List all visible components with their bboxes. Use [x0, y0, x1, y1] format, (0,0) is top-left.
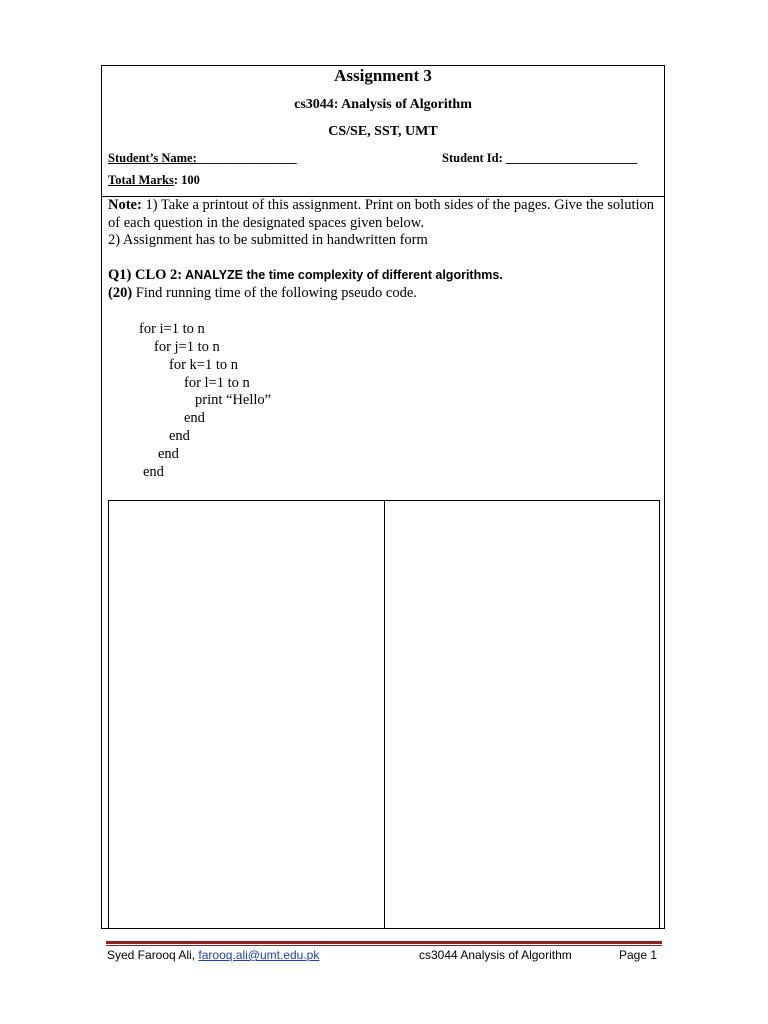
code-line: for k=1 to n — [169, 357, 238, 373]
footer-course: cs3044 Analysis of Algorithm — [419, 948, 572, 962]
footer-author — [107, 948, 319, 962]
footer-page-number: Page 1 — [619, 948, 658, 962]
footer-email-link[interactable]: farooq.ali@umt.edu.pk — [198, 948, 320, 962]
code-line: end — [184, 410, 205, 426]
answer-column-divider — [384, 501, 385, 928]
code-line: end — [169, 428, 190, 444]
assignment-header — [102, 66, 664, 197]
student-name-blank: ________________ — [196, 151, 297, 165]
department: CS/SE, SST, UMT — [328, 124, 438, 139]
code-line: end — [158, 446, 179, 462]
question-clo-line — [108, 267, 656, 285]
answer-area — [108, 500, 660, 929]
code-line: print “Hello” — [195, 392, 272, 408]
footer-author-name: Syed Farooq Ali, — [107, 948, 196, 962]
total-marks-field — [108, 173, 200, 188]
student-id-field — [442, 151, 637, 166]
total-marks-value: : 100 — [173, 173, 200, 187]
question-label: Q1) CLO 2: — [108, 267, 183, 283]
note-section — [108, 197, 656, 250]
student-id-blank: _____________________ — [505, 151, 638, 165]
student-name-label: Student’s Name: — [108, 151, 197, 165]
code-line: for j=1 to n — [154, 339, 220, 355]
note-line-1 — [108, 197, 656, 232]
total-marks-label: Total Marks — [108, 173, 174, 187]
note-line-2: 2) Assignment has to be submitted in handwritten form — [108, 232, 428, 248]
code-line: for i=1 to n — [139, 321, 205, 337]
student-id-label: Student Id: — [442, 151, 503, 165]
student-name-field — [108, 151, 297, 166]
code-line: end — [143, 464, 164, 480]
footer-rule-thick — [106, 941, 662, 944]
question-marks: (20) — [108, 284, 133, 301]
code-line: for l=1 to n — [184, 375, 250, 391]
assignment-frame — [101, 65, 665, 929]
assignment-title: Assignment 3 — [334, 66, 432, 85]
question-1 — [108, 267, 656, 302]
note-label: Note: — [108, 197, 142, 213]
footer-rule-thin — [106, 945, 662, 946]
question-text: Find running time of the following pseudo code. — [132, 284, 417, 301]
question-text-line — [108, 285, 656, 303]
course-title: cs3044: Analysis of Algorithm — [294, 97, 472, 112]
note-text-1: 1) Take a printout of this assignment. Print on both sides of the pages. Give the solution of each question in the designated spaces given below. — [108, 197, 655, 231]
question-clo-text: ANALYZE the time complexity of different algorithms. — [182, 268, 503, 282]
